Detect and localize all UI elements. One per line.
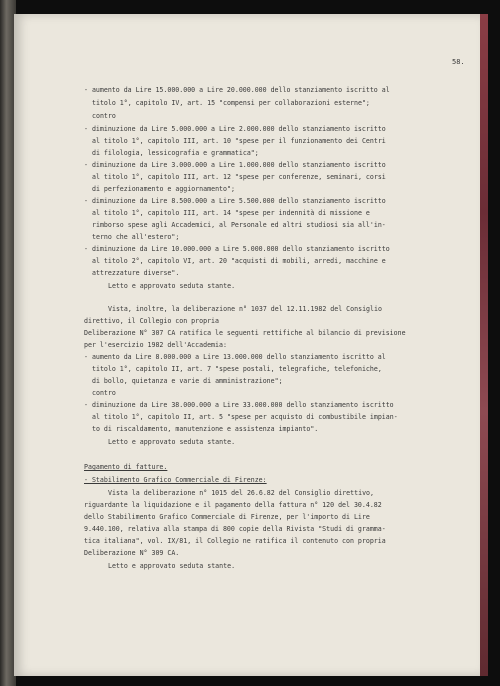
page-number: 58. [452, 58, 465, 66]
text-line: attrezzature diverse". [92, 269, 180, 277]
text-line: per l'esercizio 1982 dell'Accademia: [84, 341, 227, 349]
text-line: al titolo 2°, capitolo VI, art. 20 "acquisti di mobili, arredi, macchine e [92, 257, 386, 265]
text-line: Letto e approvato seduta stante. [108, 282, 236, 290]
text-line: to di riscaldamento, manutenzione e assistenza impianto". [92, 425, 319, 433]
text-line: Letto e approvato seduta stante. [108, 562, 236, 570]
text-line: Vista la deliberazione n° 1015 del 26.6.82 del Consiglio direttivo, [108, 489, 374, 497]
text-line: tica italiana", vol. IX/81, il Collegio ne ratifica il contenuto con propria [84, 537, 386, 545]
text-line: - aumento da Lire 8.000.000 a Lire 13.000.000 dello stanziamento iscritto al [84, 353, 386, 361]
text-line: - diminuzione da Lire 5.000.000 a Lire 2.000.000 dello stanziamento iscritto [84, 125, 386, 133]
text-line: - aumento da Lire 15.000.000 a Lire 20.000.000 dello stanziamento iscritto al [84, 86, 390, 94]
text-line: di perfezionamento e aggiornamento"; [92, 185, 235, 193]
text-line: terno che all'estero"; [92, 233, 180, 241]
text-line: riguardante la liquidazione e il pagamento della fattura n° 120 del 30.4.82 [84, 501, 382, 509]
text-line: Vista, inoltre, la deliberazione n° 1037 del 12.11.1982 del Consiglio [108, 305, 382, 313]
text-line: - Stabilimento Grafico Commerciale di Firenze: [84, 476, 267, 484]
text-line: al titolo 1°, capitolo III, art. 10 "spese per il funzionamento dei Centri [92, 137, 386, 145]
text-line: 9.440.100, relativa alla stampa di 800 copie della Rivista "Studi di gramma- [84, 525, 386, 533]
text-line: rimborso spese agli Accademici, al Personale ed altri studiosi sia all'in- [92, 221, 386, 229]
text-line: al titolo 1°, capitolo III, art. 14 "spese per indennità di missione e [92, 209, 370, 217]
text-line: titolo 1°, capitolo II, art. 7 "spese postali, telegrafiche, telefoniche, [92, 365, 382, 373]
text-line: Letto e approvato seduta stante. [108, 438, 236, 446]
text-line: contro [92, 112, 116, 120]
text-line: - diminuzione da Lire 8.500.000 a Lire 5.500.000 dello stanziamento iscritto [84, 197, 386, 205]
text-line: - diminuzione da Lire 3.000.000 a Lire 1.000.000 dello stanziamento iscritto [84, 161, 386, 169]
text-line: contro [92, 389, 116, 397]
text-line: titolo 1°, capitolo IV, art. 15 "compensi per collaborazioni esterne"; [92, 99, 370, 107]
text-line: Deliberazione N° 309 CA. [84, 549, 180, 557]
text-line: al titolo 1°, capitolo II, art. 5 "spese per acquisto di combustibile impian- [92, 413, 398, 421]
text-line: di bollo, quietanza e varie di amministrazione"; [92, 377, 283, 385]
text-line: dello Stabilimento Grafico Commerciale di Firenze, per l'importo di Lire [84, 513, 370, 521]
text-line: direttivo, il Collegio con propria [84, 317, 219, 325]
text-line: - diminuzione da Lire 10.000.000 a Lire 5.000.000 dello stanziamento iscritto [84, 245, 390, 253]
text-line: Deliberazione N° 307 CA ratifica le seguenti rettifiche al bilancio di previsione [84, 329, 406, 337]
page-edge [480, 14, 488, 676]
text-line: - diminuzione da Lire 38.000.000 a Lire 33.000.000 dello stanziamento iscritto [84, 401, 394, 409]
text-line: Pagamento di fatture. [84, 463, 168, 471]
text-line: di filologia, lessicografia e grammatica"; [92, 149, 259, 157]
text-line: al titolo 1°, capitolo III, art. 12 "spese per conferenze, seminari, corsi [92, 173, 386, 181]
